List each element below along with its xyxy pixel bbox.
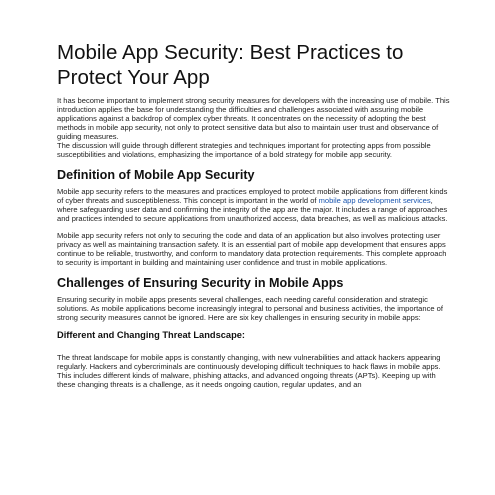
definition-text-a: Mobile app security refers to the measures and practices employed to protect mobile applications from different kinds of cyber threats and susceptibleness. This concept is important in the world of xyxy=(57,187,448,206)
challenges-paragraph-1: Ensuring security in mobile apps presents several challenges, each needing careful consideration and strategic solutions. As mobile applications become increasingly integral to personal and business activities, the importance of strong security measures cannot be ignored. Here are six key challenges in ensuring security in mobile apps: xyxy=(57,294,443,322)
definition-text-b: , where safeguarding user data and confirming the integrity of the app are the major. It includes a range of approaches and practices intended to secure applications from unauthorized access, data breaches, as well as malicious attacks. xyxy=(57,196,448,224)
intro-paragraph-2: The discussion will guide through different strategies and techniques important for protecting apps from possible susceptibilities and violations, emphasizing the importance of a bold strategy for mobile app security. xyxy=(57,141,431,160)
definition-heading: Definition of Mobile App Security xyxy=(57,168,255,183)
threat-paragraph-1: The threat landscape for mobile apps is constantly changing, with new vulnerabilities and attack hackers appearing regularly. Hackers and cybercriminals are continuously developing difficult techniques to hack flaws in mobile apps. This includes different kinds of malware, phishing attacks, and advanced ongoing threats (APTs). Keeping up with these changing threats is a challenge, as it needs ongoing caution, regular updates, and an xyxy=(57,352,441,389)
threat-heading: Different and Changing Threat Landscape: xyxy=(57,329,246,340)
article xyxy=(57,40,452,389)
article-title: Mobile App Security: Best Practices to Protect Your App xyxy=(57,41,404,89)
definition-paragraph-1 xyxy=(57,187,452,223)
challenges-heading: Challenges of Ensuring Security in Mobile Apps xyxy=(57,275,344,290)
intro-paragraph-1: It has become important to implement strong security measures for developers with the increasing use of mobile. This introduction applies the base for understanding the difficulties and challenges associated with assuring mobile applications against a backdrop of complex cyber threats. It concentrates on the necessity of adopting the best methods in mobile app security, not only to protect sensitive data but also to maintain user trust and observance of guiding measures. xyxy=(57,96,450,142)
mobile-app-development-link[interactable]: mobile app development services xyxy=(318,196,431,206)
definition-paragraph-2: Mobile app security refers not only to securing the code and data of an application but also involves protecting user privacy as well as maintaining transaction safety. It is an essential part of mobile app development that ensures apps continue to be reliable, trustworthy, and conform to mandatory data protection requirements. This complete approach to security is important in building and maintaining user confidence and trust in mobile applications. xyxy=(57,230,447,267)
